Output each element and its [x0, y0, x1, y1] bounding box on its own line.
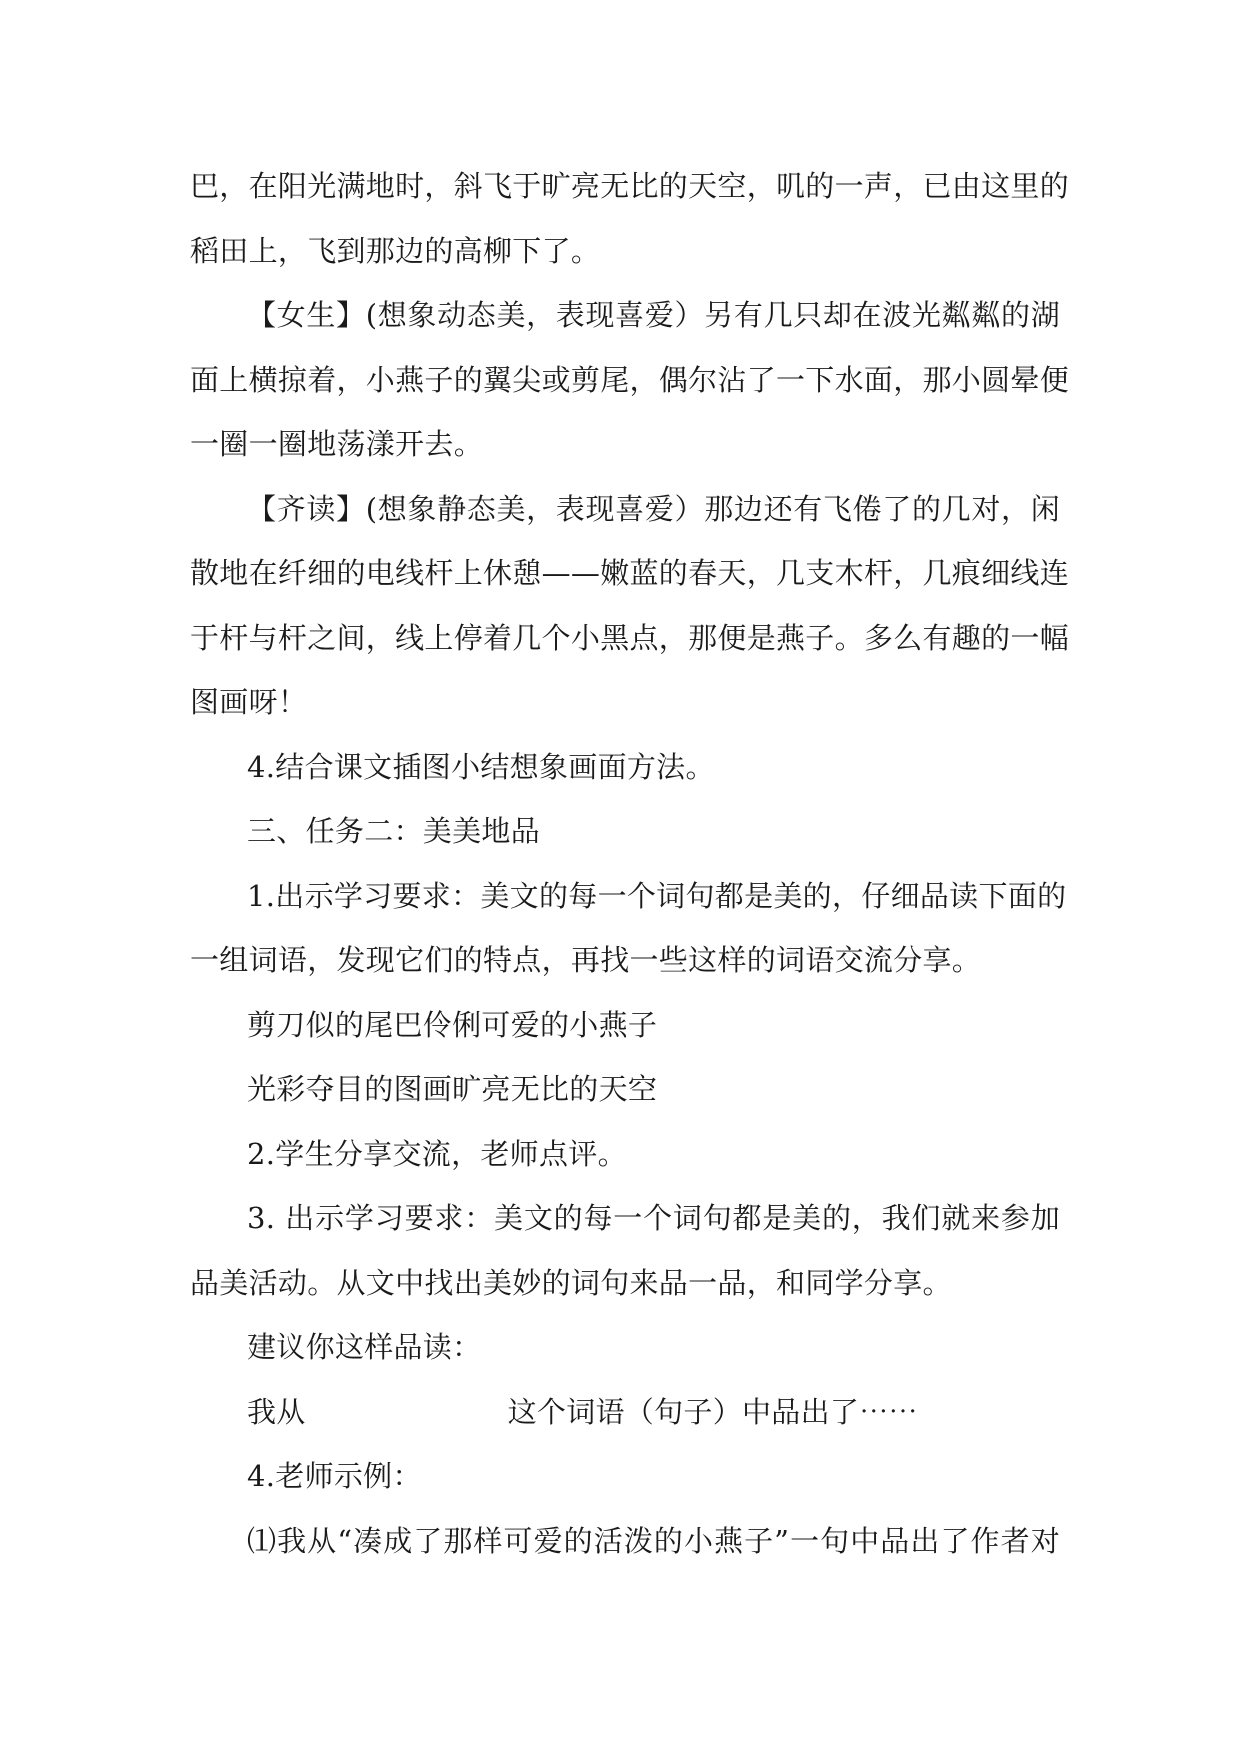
paragraph-line: 4.老师示例：	[247, 1459, 422, 1493]
paragraph-line: 一组词语，发现它们的特点，再找一些这样的词语交流分享。	[190, 943, 982, 977]
section-heading: 三、任务二：美美地品	[247, 814, 541, 848]
paragraph-line: 4.结合课文插图小结想象画面方法。	[247, 749, 715, 784]
paragraph-line: 【齐读】(想象静态美，表现喜爱）那边还有飞倦了的几对，闲	[247, 491, 1060, 526]
template-prefix: 我从	[247, 1394, 306, 1429]
template-suffix: 这个词语（句子）中品出了⋯⋯	[507, 1394, 918, 1429]
paragraph-line: 散地在纤细的电线杆上休憩——嫩蓝的春天，几支木杆，几痕细线连	[190, 556, 1070, 590]
paragraph-line: 图画呀！	[190, 685, 308, 719]
paragraph-line: 巴，在阳光满地时，斜飞于旷亮无比的天空，叽的一声，已由这里的	[190, 169, 1070, 203]
paragraph-line: 1.出示学习要求：美文的每一个词句都是美的，仔细品读下面的	[247, 878, 1067, 913]
document-body	[190, 154, 1070, 1573]
paragraph-line: 【女生】(想象动态美，表现喜爱）另有几只却在波光粼粼的湖	[247, 298, 1060, 332]
paragraph-line: 一圈一圈地荡漾开去。	[190, 427, 484, 461]
paragraph-line: 稻田上，飞到那边的高柳下了。	[190, 233, 601, 268]
word-example-line: 光彩夺目的图画旷亮无比的天空	[247, 1072, 658, 1106]
paragraph-line: 2.学生分享交流，老师点评。	[247, 1136, 627, 1171]
reading-template-line	[190, 1380, 1060, 1445]
paragraph-line: 于杆与杆之间，线上停着几个小黑点，那便是燕子。多么有趣的一幅	[190, 620, 1070, 655]
word-example-line: 剪刀似的尾巴伶俐可爱的小燕子	[247, 1007, 658, 1042]
paragraph-line: 建议你这样品读：	[247, 1330, 482, 1364]
paragraph-line: 面上横掠着，小燕子的翼尖或剪尾，偶尔沾了一下水面，那小圆晕便	[190, 362, 1070, 397]
paragraph-line: 品美活动。从文中找出美妙的词句来品一品，和同学分享。	[190, 1265, 952, 1300]
paragraph-line: 3. 出示学习要求：美文的每一个词句都是美的，我们就来参加	[247, 1201, 1060, 1235]
paragraph-line: ⑴我从“凑成了那样可爱的活泼的小燕子”一句中品出了作者对	[247, 1523, 1060, 1558]
